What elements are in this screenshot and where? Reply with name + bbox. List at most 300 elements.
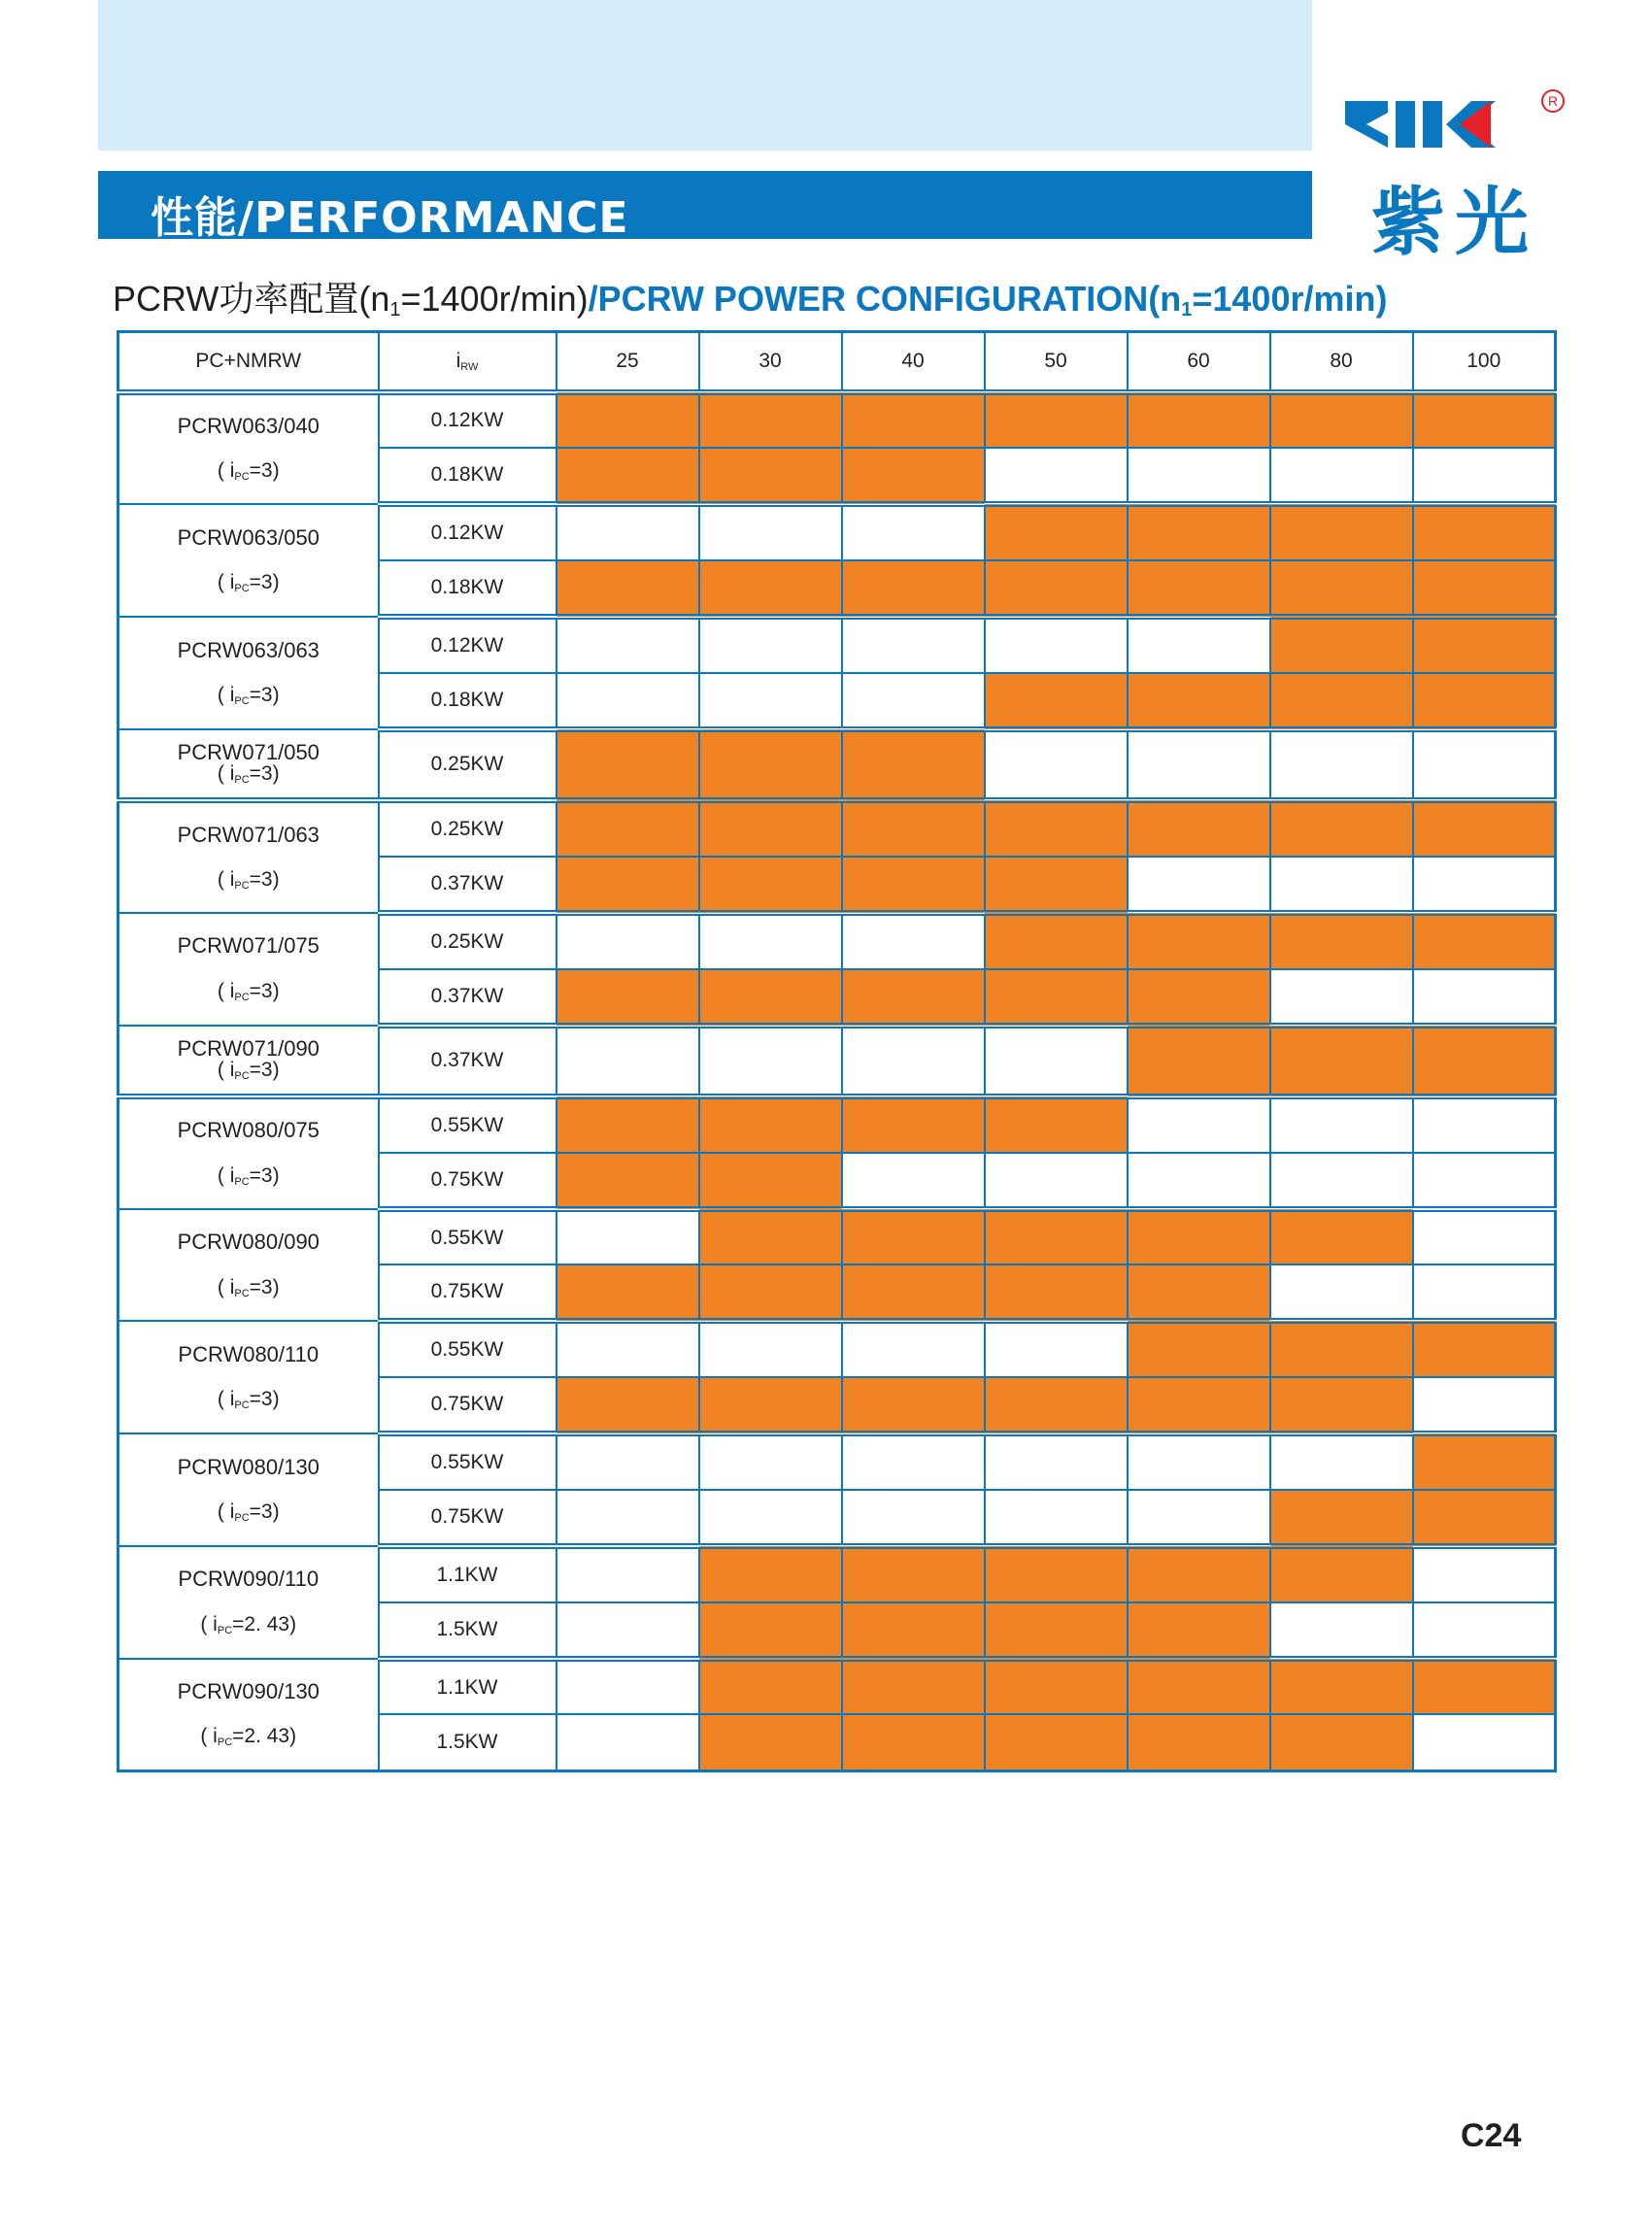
model-ratio-part: =	[249, 1275, 261, 1298]
available-cell	[985, 392, 1128, 449]
unavailable-cell	[842, 1321, 985, 1377]
available-cell	[985, 969, 1128, 1026]
model-ratio-part: PC	[217, 1624, 233, 1636]
unavailable-cell	[556, 1659, 699, 1715]
power-cell: 0.75KW	[379, 1264, 556, 1321]
available-cell	[1128, 1714, 1270, 1770]
available-cell	[1270, 1714, 1413, 1770]
model-name: PCRW090/130	[177, 1678, 320, 1703]
unavailable-cell	[985, 448, 1128, 504]
available-cell	[1270, 1026, 1413, 1096]
power-cell: 0.25KW	[379, 913, 556, 969]
available-cell	[1270, 617, 1413, 673]
unavailable-cell	[1270, 1096, 1413, 1153]
model-ratio-part: =	[249, 1163, 261, 1187]
power-cell: 0.55KW	[379, 1321, 556, 1377]
unavailable-cell	[1413, 1264, 1556, 1321]
unavailable-cell	[1270, 1153, 1413, 1209]
model-ratio-part: PC	[234, 1069, 250, 1082]
available-cell	[1270, 392, 1413, 449]
unavailable-cell	[699, 1433, 842, 1490]
unavailable-cell	[699, 673, 842, 729]
model-ratio-part: )	[272, 762, 280, 786]
model-ratio-part: ( i	[217, 1163, 235, 1187]
unavailable-cell	[1413, 1153, 1556, 1209]
available-cell	[1270, 800, 1413, 857]
available-cell	[699, 1264, 842, 1321]
brand-logo-icon	[1345, 89, 1568, 159]
model-cell	[118, 392, 379, 505]
model-cell	[118, 617, 379, 729]
available-cell	[556, 800, 699, 857]
unavailable-cell	[1270, 857, 1413, 913]
unavailable-cell	[985, 1026, 1128, 1096]
unavailable-cell	[1270, 969, 1413, 1026]
available-cell	[842, 969, 985, 1026]
available-cell	[556, 969, 699, 1026]
unavailable-cell	[1128, 729, 1270, 800]
unavailable-cell	[1413, 1714, 1556, 1770]
model-ratio-part: )	[272, 459, 280, 483]
column-header-ratio-value: 40	[842, 332, 985, 392]
available-cell	[842, 1714, 985, 1770]
model-ratio-part: 3	[260, 1058, 273, 1081]
power-cell: 0.55KW	[379, 1433, 556, 1490]
unavailable-cell	[842, 673, 985, 729]
model-ratio-part: )	[272, 571, 280, 594]
table-row	[118, 1659, 1556, 1715]
model-ratio-part: =	[232, 1725, 245, 1748]
power-cell: 0.37KW	[379, 857, 556, 913]
unavailable-cell	[1413, 448, 1556, 504]
model-name: PCRW063/050	[177, 524, 320, 550]
available-cell	[842, 560, 985, 617]
model-name: PCRW071/050	[177, 740, 320, 765]
model-name: PCRW063/063	[177, 637, 320, 662]
available-cell	[1413, 1490, 1556, 1546]
available-cell	[985, 857, 1128, 913]
model-ratio-part: =	[249, 762, 261, 786]
available-cell	[1128, 504, 1270, 560]
unavailable-cell	[1270, 1264, 1413, 1321]
model-ratio-part: )	[272, 1388, 280, 1411]
available-cell	[1128, 1602, 1270, 1659]
model-name: PCRW090/110	[178, 1567, 320, 1592]
unavailable-cell	[1413, 1602, 1556, 1659]
model-ratio	[119, 1163, 378, 1189]
model-ratio-part: PC	[217, 1736, 233, 1749]
unavailable-cell	[1128, 1096, 1270, 1153]
model-ratio-part: 3	[260, 459, 273, 483]
power-cell: 0.75KW	[379, 1153, 556, 1209]
available-cell	[1128, 392, 1270, 449]
model-ratio-part: PC	[234, 991, 250, 1003]
model-name: PCRW071/090	[177, 1035, 320, 1061]
table-row	[118, 729, 1556, 800]
model-ratio-part: ( i	[217, 1500, 235, 1524]
available-cell	[985, 1602, 1128, 1659]
model-ratio-part: =	[249, 683, 261, 706]
model-ratio-part: )	[289, 1725, 297, 1748]
available-cell	[1413, 673, 1556, 729]
column-header-ratio-value: 100	[1413, 332, 1556, 392]
available-cell	[556, 1096, 699, 1153]
available-cell	[556, 448, 699, 504]
model-ratio-part: ( i	[217, 571, 235, 594]
unavailable-cell	[1270, 448, 1413, 504]
model-ratio-part: ( i	[200, 1725, 218, 1748]
power-cell: 0.75KW	[379, 1377, 556, 1433]
unavailable-cell	[1413, 857, 1556, 913]
model-ratio-part: 3	[260, 1275, 273, 1298]
model-ratio	[119, 683, 378, 708]
available-cell	[1270, 504, 1413, 560]
power-cell: 0.18KW	[379, 560, 556, 617]
available-cell	[1128, 560, 1270, 617]
available-cell	[556, 729, 699, 800]
unavailable-cell	[556, 1026, 699, 1096]
unavailable-cell	[842, 504, 985, 560]
available-cell	[985, 1264, 1128, 1321]
model-ratio-part: ( i	[217, 683, 235, 706]
available-cell	[1270, 1209, 1413, 1265]
model-ratio-part: )	[272, 1163, 280, 1187]
model-ratio-part: =	[249, 459, 261, 483]
power-cell: 0.55KW	[379, 1209, 556, 1265]
unavailable-cell	[556, 504, 699, 560]
available-cell	[1413, 1321, 1556, 1377]
column-header-ratio-value: 60	[1128, 332, 1270, 392]
power-cell: 0.55KW	[379, 1096, 556, 1153]
unavailable-cell	[699, 1490, 842, 1546]
available-cell	[556, 857, 699, 913]
model-ratio-part: =	[232, 1612, 245, 1635]
model-ratio-part: 3	[260, 1500, 273, 1524]
model-name: PCRW080/090	[177, 1230, 320, 1255]
model-ratio	[119, 1275, 378, 1300]
available-cell	[1128, 673, 1270, 729]
model-cell	[118, 913, 379, 1026]
available-cell	[699, 560, 842, 617]
page-number: C24	[1461, 2117, 1522, 2154]
power-cell: 0.37KW	[379, 1026, 556, 1096]
unavailable-cell	[842, 617, 985, 673]
model-ratio	[119, 1387, 378, 1412]
svg-text:R: R	[1547, 93, 1559, 109]
column-header-ratio: iRW	[379, 332, 556, 392]
unavailable-cell	[1128, 1153, 1270, 1209]
unavailable-cell	[1128, 857, 1270, 913]
model-ratio-part: PC	[234, 1287, 250, 1299]
available-cell	[1128, 1546, 1270, 1602]
table-row	[118, 913, 1556, 969]
unavailable-cell	[842, 1490, 985, 1546]
unavailable-cell	[985, 617, 1128, 673]
available-cell	[699, 392, 842, 449]
section-title: 性能/PERFORMANCE	[151, 193, 629, 243]
model-ratio-part: 3	[260, 762, 273, 786]
available-cell	[985, 1546, 1128, 1602]
available-cell	[699, 969, 842, 1026]
unavailable-cell	[699, 617, 842, 673]
table-row	[118, 1096, 1556, 1153]
unavailable-cell	[1413, 1546, 1556, 1602]
available-cell	[1270, 1490, 1413, 1546]
unavailable-cell	[985, 729, 1128, 800]
model-ratio-part: 3	[260, 868, 273, 891]
available-cell	[985, 800, 1128, 857]
model-ratio-part: 3	[260, 571, 273, 594]
model-cell	[118, 729, 379, 800]
available-cell	[842, 1209, 985, 1265]
model-ratio-part: =	[249, 571, 261, 594]
unavailable-cell	[985, 1153, 1128, 1209]
power-cell: 0.37KW	[379, 969, 556, 1026]
model-ratio-part: ( i	[217, 979, 235, 1002]
unavailable-cell	[1413, 729, 1556, 800]
available-cell	[842, 857, 985, 913]
model-ratio-part: PC	[234, 471, 250, 484]
model-ratio-part: ( i	[200, 1612, 218, 1635]
power-cell: 0.25KW	[379, 729, 556, 800]
column-header-ratio-value: 80	[1270, 332, 1413, 392]
model-ratio	[119, 1500, 378, 1525]
table-row	[118, 800, 1556, 857]
page-subtitle	[113, 272, 1387, 321]
unavailable-cell	[985, 1321, 1128, 1377]
unavailable-cell	[556, 617, 699, 673]
model-ratio-part: =	[249, 1500, 261, 1524]
available-cell	[699, 1209, 842, 1265]
table-row	[118, 1433, 1556, 1490]
unavailable-cell	[1413, 1377, 1556, 1433]
unavailable-cell	[1270, 729, 1413, 800]
model-ratio-part: PC	[234, 1175, 250, 1188]
available-cell	[556, 1264, 699, 1321]
unavailable-cell	[699, 913, 842, 969]
available-cell	[699, 1714, 842, 1770]
power-cell: 1.1KW	[379, 1546, 556, 1602]
available-cell	[842, 1602, 985, 1659]
available-cell	[1413, 1659, 1556, 1715]
available-cell	[842, 1096, 985, 1153]
unavailable-cell	[1270, 1602, 1413, 1659]
model-ratio-part: ( i	[217, 1275, 235, 1298]
power-cell: 0.18KW	[379, 673, 556, 729]
unavailable-cell	[556, 1490, 699, 1546]
table-header-row	[118, 332, 1556, 392]
available-cell	[556, 1153, 699, 1209]
model-ratio-part: 2. 43	[244, 1725, 290, 1748]
available-cell	[1128, 1026, 1270, 1096]
model-ratio-part: =	[249, 1058, 261, 1081]
model-ratio-part: )	[272, 1275, 280, 1298]
unavailable-cell	[699, 1321, 842, 1377]
power-cell: 1.5KW	[379, 1714, 556, 1770]
unavailable-cell	[699, 1026, 842, 1096]
table-body	[118, 392, 1556, 1771]
available-cell	[842, 448, 985, 504]
unavailable-cell	[556, 673, 699, 729]
available-cell	[985, 1377, 1128, 1433]
model-ratio	[119, 570, 378, 595]
available-cell	[1413, 1026, 1556, 1096]
available-cell	[842, 1377, 985, 1433]
power-cell: 0.25KW	[379, 800, 556, 857]
power-cell: 0.12KW	[379, 504, 556, 560]
available-cell	[1128, 1264, 1270, 1321]
available-cell	[556, 392, 699, 449]
available-cell	[1270, 1546, 1413, 1602]
column-header-ratio-value: 25	[556, 332, 699, 392]
model-ratio-part: PC	[234, 583, 250, 595]
model-ratio-part: ( i	[217, 1388, 235, 1411]
model-ratio-part: ( i	[217, 762, 235, 786]
available-cell	[699, 448, 842, 504]
unavailable-cell	[1128, 1490, 1270, 1546]
power-cell: 1.1KW	[379, 1659, 556, 1715]
available-cell	[699, 800, 842, 857]
model-ratio	[119, 1724, 378, 1749]
available-cell	[985, 1209, 1128, 1265]
model-ratio-part: 3	[260, 979, 273, 1002]
available-cell	[1270, 560, 1413, 617]
power-cell: 0.12KW	[379, 392, 556, 449]
model-cell	[118, 1209, 379, 1322]
available-cell	[1128, 1659, 1270, 1715]
column-header-ratio-value: 30	[699, 332, 842, 392]
model-cell	[118, 1096, 379, 1209]
model-ratio	[119, 1612, 378, 1637]
table-row	[118, 1026, 1556, 1096]
power-cell: 0.75KW	[379, 1490, 556, 1546]
unavailable-cell	[556, 913, 699, 969]
unavailable-cell	[556, 1433, 699, 1490]
unavailable-cell	[699, 504, 842, 560]
subtitle-cn-formula-end: =1400r/min)	[400, 279, 589, 319]
available-cell	[1270, 1659, 1413, 1715]
available-cell	[699, 1546, 842, 1602]
available-cell	[1128, 913, 1270, 969]
model-ratio-part: )	[272, 979, 280, 1002]
available-cell	[1413, 1433, 1556, 1490]
unavailable-cell	[556, 1714, 699, 1770]
available-cell	[1413, 560, 1556, 617]
model-ratio-part: ( i	[217, 1058, 235, 1081]
available-cell	[985, 560, 1128, 617]
available-cell	[842, 1659, 985, 1715]
available-cell	[985, 673, 1128, 729]
model-name: PCRW080/075	[177, 1118, 320, 1143]
unavailable-cell	[842, 1026, 985, 1096]
unavailable-cell	[556, 1602, 699, 1659]
available-cell	[1413, 504, 1556, 560]
model-ratio	[119, 1060, 378, 1083]
model-ratio-part: =	[249, 868, 261, 891]
available-cell	[985, 1659, 1128, 1715]
available-cell	[556, 1377, 699, 1433]
model-cell	[118, 1659, 379, 1771]
available-cell	[985, 913, 1128, 969]
available-cell	[1413, 800, 1556, 857]
available-cell	[985, 1714, 1128, 1770]
available-cell	[1128, 1321, 1270, 1377]
model-ratio-part: )	[272, 868, 280, 891]
available-cell	[1413, 913, 1556, 969]
available-cell	[1270, 1377, 1413, 1433]
available-cell	[699, 1153, 842, 1209]
table-row	[118, 1209, 1556, 1265]
available-cell	[842, 800, 985, 857]
table-row	[118, 504, 1556, 560]
table-row	[118, 1321, 1556, 1377]
available-cell	[842, 392, 985, 449]
subtitle-cn-sub: 1	[389, 299, 401, 320]
available-cell	[985, 1096, 1128, 1153]
unavailable-cell	[556, 1209, 699, 1265]
model-cell	[118, 1546, 379, 1659]
table-row	[118, 392, 1556, 449]
power-configuration-table	[117, 330, 1557, 1772]
available-cell	[699, 1096, 842, 1153]
unavailable-cell	[1413, 1209, 1556, 1265]
power-cell: 0.12KW	[379, 617, 556, 673]
available-cell	[699, 729, 842, 800]
model-ratio-part: PC	[234, 1399, 250, 1412]
available-cell	[1270, 913, 1413, 969]
model-ratio	[119, 867, 378, 893]
unavailable-cell	[1413, 969, 1556, 1026]
unavailable-cell	[1413, 1096, 1556, 1153]
available-cell	[1413, 392, 1556, 449]
power-cell: 1.5KW	[379, 1602, 556, 1659]
model-ratio-part: PC	[234, 774, 250, 787]
brand-chinese-name: 紫光	[1371, 179, 1538, 265]
column-header-model: PC+NMRW	[118, 332, 379, 392]
available-cell	[842, 1264, 985, 1321]
power-cell: 0.18KW	[379, 448, 556, 504]
model-ratio-part: )	[272, 1500, 280, 1524]
table-row	[118, 617, 1556, 673]
subtitle-cn-formula: (n	[358, 279, 390, 319]
unavailable-cell	[1128, 617, 1270, 673]
model-ratio-part: PC	[234, 1512, 250, 1525]
available-cell	[1270, 1321, 1413, 1377]
model-ratio-part: PC	[234, 694, 250, 707]
available-cell	[1270, 673, 1413, 729]
available-cell	[1128, 800, 1270, 857]
unavailable-cell	[1128, 448, 1270, 504]
available-cell	[842, 729, 985, 800]
available-cell	[985, 504, 1128, 560]
column-header-ratio-value: 50	[985, 332, 1128, 392]
available-cell	[699, 1602, 842, 1659]
model-ratio-part: 3	[260, 683, 273, 706]
model-ratio-part: 3	[260, 1163, 273, 1187]
available-cell	[1128, 969, 1270, 1026]
model-ratio-part: 3	[260, 1388, 273, 1411]
available-cell	[699, 1659, 842, 1715]
model-name: PCRW071/063	[177, 822, 320, 847]
model-ratio-part: ( i	[217, 459, 235, 483]
model-ratio	[119, 458, 378, 484]
model-name: PCRW063/040	[177, 414, 320, 439]
available-cell	[1413, 617, 1556, 673]
available-cell	[1128, 1377, 1270, 1433]
model-ratio-part: =	[249, 1388, 261, 1411]
available-cell	[699, 857, 842, 913]
model-ratio	[119, 979, 378, 1004]
